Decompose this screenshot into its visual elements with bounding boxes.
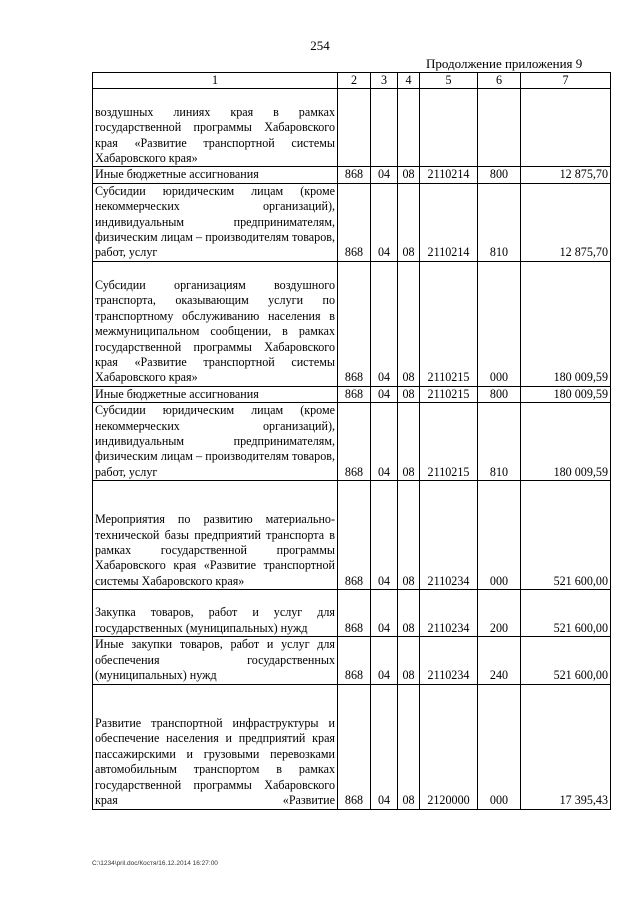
row-amount: 180 009,59 <box>521 261 611 386</box>
file-path-footer: C:\1234\pril.doc/Костя/16.12.2014 16:27:00 <box>92 860 218 867</box>
row-ministry-code: 868 <box>338 637 371 684</box>
row-expense-type: 800 <box>478 386 521 402</box>
continuation-label: Продолжение приложения 9 <box>426 56 583 71</box>
row-subsection-code: 08 <box>398 183 420 261</box>
row-section-code: 04 <box>371 637 398 684</box>
row-amount <box>521 89 611 167</box>
row-target-article: 2110214 <box>420 183 478 261</box>
row-subsection-code: 08 <box>398 590 420 637</box>
table-row <box>93 481 611 590</box>
row-subsection-code: 08 <box>398 386 420 402</box>
row-description: Субсидии организациям воздушного транспорта, оказывающим услуги по транспортному обслуживанию населения в межмуниципальном сообщении, в рамках государственной программы Хабаровского края «Развитие транспортной системы Хабаровского края» <box>93 261 338 386</box>
row-description: Иные бюджетные ассигнования <box>93 386 338 402</box>
row-target-article: 2110214 <box>420 167 478 183</box>
row-amount: 180 009,59 <box>521 386 611 402</box>
row-expense-type <box>478 89 521 167</box>
row-amount: 521 600,00 <box>521 637 611 684</box>
row-amount: 17 395,43 <box>521 684 611 809</box>
header-col-5: 5 <box>420 73 478 89</box>
row-expense-type: 000 <box>478 684 521 809</box>
row-subsection-code: 08 <box>398 167 420 183</box>
table-row <box>93 167 611 183</box>
table-row <box>93 590 611 637</box>
row-section-code: 04 <box>371 590 398 637</box>
row-ministry-code: 868 <box>338 684 371 809</box>
table-row <box>93 637 611 684</box>
row-subsection-code: 08 <box>398 637 420 684</box>
row-description: Мероприятия по развитию материально-технической базы предприятий транспорта в рамках государственной программы Хабаровского края «Развитие транспортной системы Хабаровского края» <box>93 481 338 590</box>
row-subsection-code: 08 <box>398 261 420 386</box>
table-row <box>93 183 611 261</box>
row-description: Субсидии юридическим лицам (кроме некоммерческих организаций), индивидуальным предпринимателям, физическим лицам – производителям товаров, работ, услуг <box>93 183 338 261</box>
row-ministry-code: 868 <box>338 183 371 261</box>
row-description: Иные закупки товаров, работ и услуг для обеспечения государственных (муниципальных) нужд <box>93 637 338 684</box>
row-section-code: 04 <box>371 684 398 809</box>
header-row <box>93 73 611 89</box>
row-description: Иные бюджетные ассигнования <box>93 167 338 183</box>
row-expense-type: 000 <box>478 261 521 386</box>
row-expense-type: 240 <box>478 637 521 684</box>
table-row <box>93 261 611 386</box>
row-description: Развитие транспортной инфраструктуры и обеспечение населения и предприятий края пассажирскими и грузовыми перевозками автомобильным транспортом в рамках государственной программы Хабаровского края «Развитие <box>93 684 338 809</box>
row-target-article <box>420 89 478 167</box>
row-target-article: 2110234 <box>420 637 478 684</box>
row-subsection-code: 08 <box>398 481 420 590</box>
header-col-3: 3 <box>371 73 398 89</box>
row-ministry-code: 868 <box>338 590 371 637</box>
row-subsection-code: 08 <box>398 403 420 481</box>
page-number: 254 <box>310 38 330 53</box>
row-section-code <box>371 89 398 167</box>
row-section-code: 04 <box>371 403 398 481</box>
budget-table <box>92 72 611 810</box>
row-section-code: 04 <box>371 261 398 386</box>
row-target-article: 2110234 <box>420 590 478 637</box>
row-section-code: 04 <box>371 386 398 402</box>
row-target-article: 2110215 <box>420 261 478 386</box>
row-expense-type: 810 <box>478 183 521 261</box>
table-row <box>93 684 611 809</box>
row-ministry-code: 868 <box>338 403 371 481</box>
table-row <box>93 403 611 481</box>
row-description: воздушных линиях края в рамках государственной программы Хабаровского края «Развитие транспортной системы Хабаровского края» <box>93 89 338 167</box>
row-target-article: 2110234 <box>420 481 478 590</box>
row-description: Закупка товаров, работ и услуг для государственных (муниципальных) нужд <box>93 590 338 637</box>
row-amount: 521 600,00 <box>521 481 611 590</box>
header-col-6: 6 <box>478 73 521 89</box>
table-row <box>93 386 611 402</box>
row-description: Субсидии юридическим лицам (кроме некоммерческих организаций), индивидуальным предпринимателям, физическим лицам – производителям товаров, работ, услуг <box>93 403 338 481</box>
row-amount: 180 009,59 <box>521 403 611 481</box>
row-amount: 12 875,70 <box>521 183 611 261</box>
row-ministry-code: 868 <box>338 167 371 183</box>
row-amount: 521 600,00 <box>521 590 611 637</box>
row-expense-type: 000 <box>478 481 521 590</box>
row-section-code: 04 <box>371 167 398 183</box>
row-target-article: 2110215 <box>420 386 478 402</box>
header-col-1: 1 <box>93 73 338 89</box>
table-row <box>93 89 611 167</box>
row-section-code: 04 <box>371 183 398 261</box>
row-expense-type: 800 <box>478 167 521 183</box>
row-expense-type: 200 <box>478 590 521 637</box>
row-subsection-code: 08 <box>398 684 420 809</box>
row-ministry-code: 868 <box>338 481 371 590</box>
row-ministry-code: 868 <box>338 386 371 402</box>
row-subsection-code <box>398 89 420 167</box>
header-col-2: 2 <box>338 73 371 89</box>
header-col-7: 7 <box>521 73 611 89</box>
row-expense-type: 810 <box>478 403 521 481</box>
row-target-article: 2110215 <box>420 403 478 481</box>
row-section-code: 04 <box>371 481 398 590</box>
row-ministry-code <box>338 89 371 167</box>
row-amount: 12 875,70 <box>521 167 611 183</box>
row-ministry-code: 868 <box>338 261 371 386</box>
row-target-article: 2120000 <box>420 684 478 809</box>
header-col-4: 4 <box>398 73 420 89</box>
